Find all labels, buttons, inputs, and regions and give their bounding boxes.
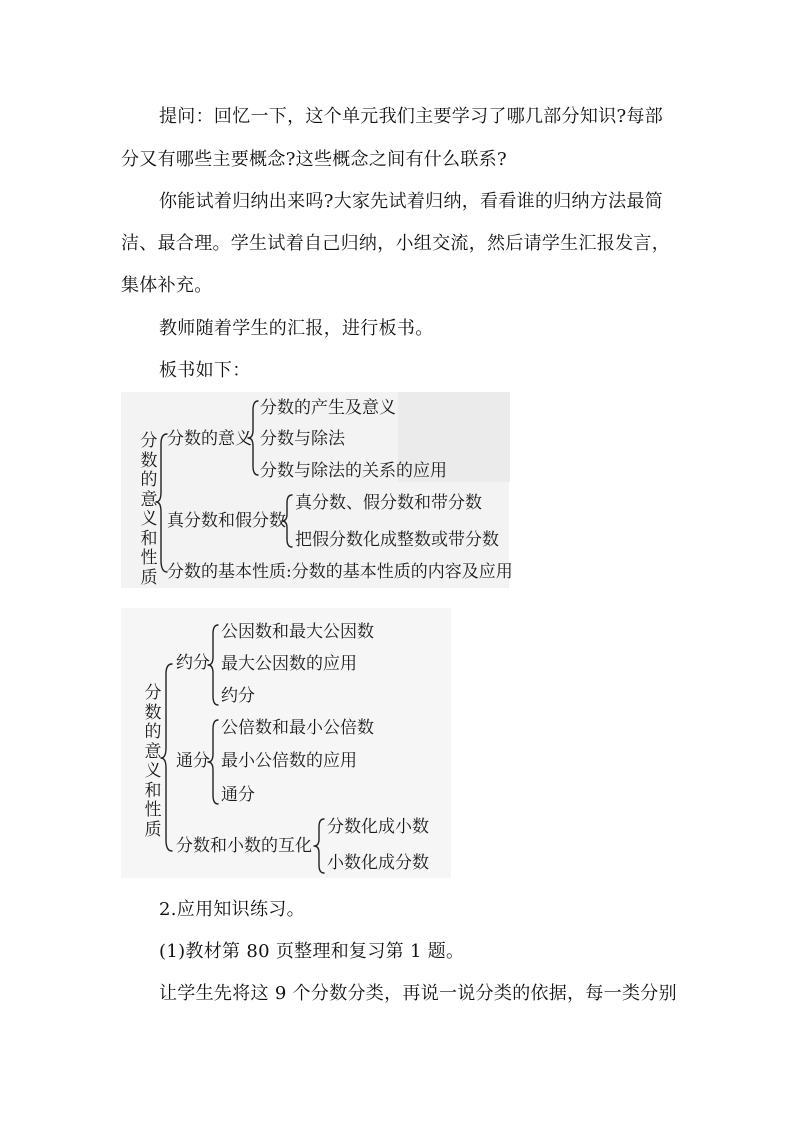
diagram-2-branch-reduction: 约分 — [176, 653, 210, 673]
diagram-2-conversion-item-2: 小数化成分数 — [327, 853, 429, 873]
paragraph-question-line2: 分又有哪些主要概念?这些概念之间有什么联系? — [121, 149, 507, 170]
diagram-2-branch-common-denominator: 通分 — [176, 751, 210, 771]
diagram-2-reduction-brace — [206, 622, 220, 708]
diagram-1-root-label: 分数的意义和性质 — [140, 431, 158, 588]
paragraph-board-intro: 板书如下： — [159, 360, 251, 381]
diagram-2-main-brace — [160, 660, 174, 855]
paragraph-summary-line2: 洁、最合理。学生试着自己归纳，小组交流，然后请学生汇报发言， — [121, 233, 670, 254]
paragraph-summary-line3: 集体补充。 — [121, 275, 213, 296]
diagram-1-basic-property-detail: 分数的基本性质的内容及应用 — [291, 562, 513, 582]
paragraph-teacher: 教师随着学生的汇报，进行板书。 — [159, 318, 434, 339]
diagram-2-denominator-item-2: 最小公倍数的应用 — [221, 751, 357, 771]
diagram-2-reduction-item-1: 公因数和最大公因数 — [221, 622, 374, 642]
paragraph-question-line1: 提问：回忆一下，这个单元我们主要学习了哪几部分知识?每部 — [159, 106, 664, 127]
diagram-2-branch-conversion: 分数和小数的互化 — [176, 836, 312, 856]
diagram-2-root-label: 分数的意义和性质 — [144, 683, 162, 840]
paragraph-summary-line1: 你能试着归纳出来吗?大家先试着归纳，看看谁的归纳方法最简 — [159, 191, 664, 212]
diagram-1-fractions-item-2: 把假分数化成整数或带分数 — [295, 530, 499, 550]
exercise-item-1-text: 让学生先将这 9 个分数分类，再说一说分类的依据，每一类分别 — [159, 983, 677, 1004]
exercise-item-1: (1)教材第 80 页整理和复习第 1 题。 — [159, 941, 465, 962]
diagram-2-reduction-item-3: 约分 — [221, 686, 255, 706]
diagram-2-denominator-item-1: 公倍数和最小公倍数 — [221, 718, 374, 738]
diagram-1-basic-property-label: 分数的基本性质 — [167, 562, 286, 582]
diagram-1-branch-proper-improper: 真分数和假分数 — [167, 511, 286, 531]
diagram-1-fractions-item-1: 真分数、假分数和带分数 — [295, 493, 482, 513]
diagram-2-conversion-item-1: 分数化成小数 — [327, 817, 429, 837]
diagram-1-meaning-item-1: 分数的产生及意义 — [260, 398, 396, 418]
diagram-2-denominator-brace — [206, 717, 220, 807]
diagram-1-fractions-brace — [280, 492, 294, 550]
diagram-2-conversion-brace — [312, 816, 326, 876]
diagram-2-reduction-item-2: 最大公因数的应用 — [221, 654, 357, 674]
diagram-1-branch-meaning: 分数的意义 — [167, 429, 252, 449]
section-heading-practice: 2.应用知识练习。 — [159, 899, 305, 920]
diagram-1-meaning-item-3: 分数与除法的关系的应用 — [260, 461, 447, 481]
diagram-1-branch-basic-property — [167, 561, 513, 583]
diagram-2-denominator-item-3: 通分 — [221, 785, 255, 805]
colon: : — [286, 562, 292, 582]
diagram-1-meaning-brace — [246, 398, 260, 478]
diagram-1-main-brace — [155, 430, 169, 580]
diagram-1-meaning-item-2: 分数与除法 — [260, 429, 345, 449]
